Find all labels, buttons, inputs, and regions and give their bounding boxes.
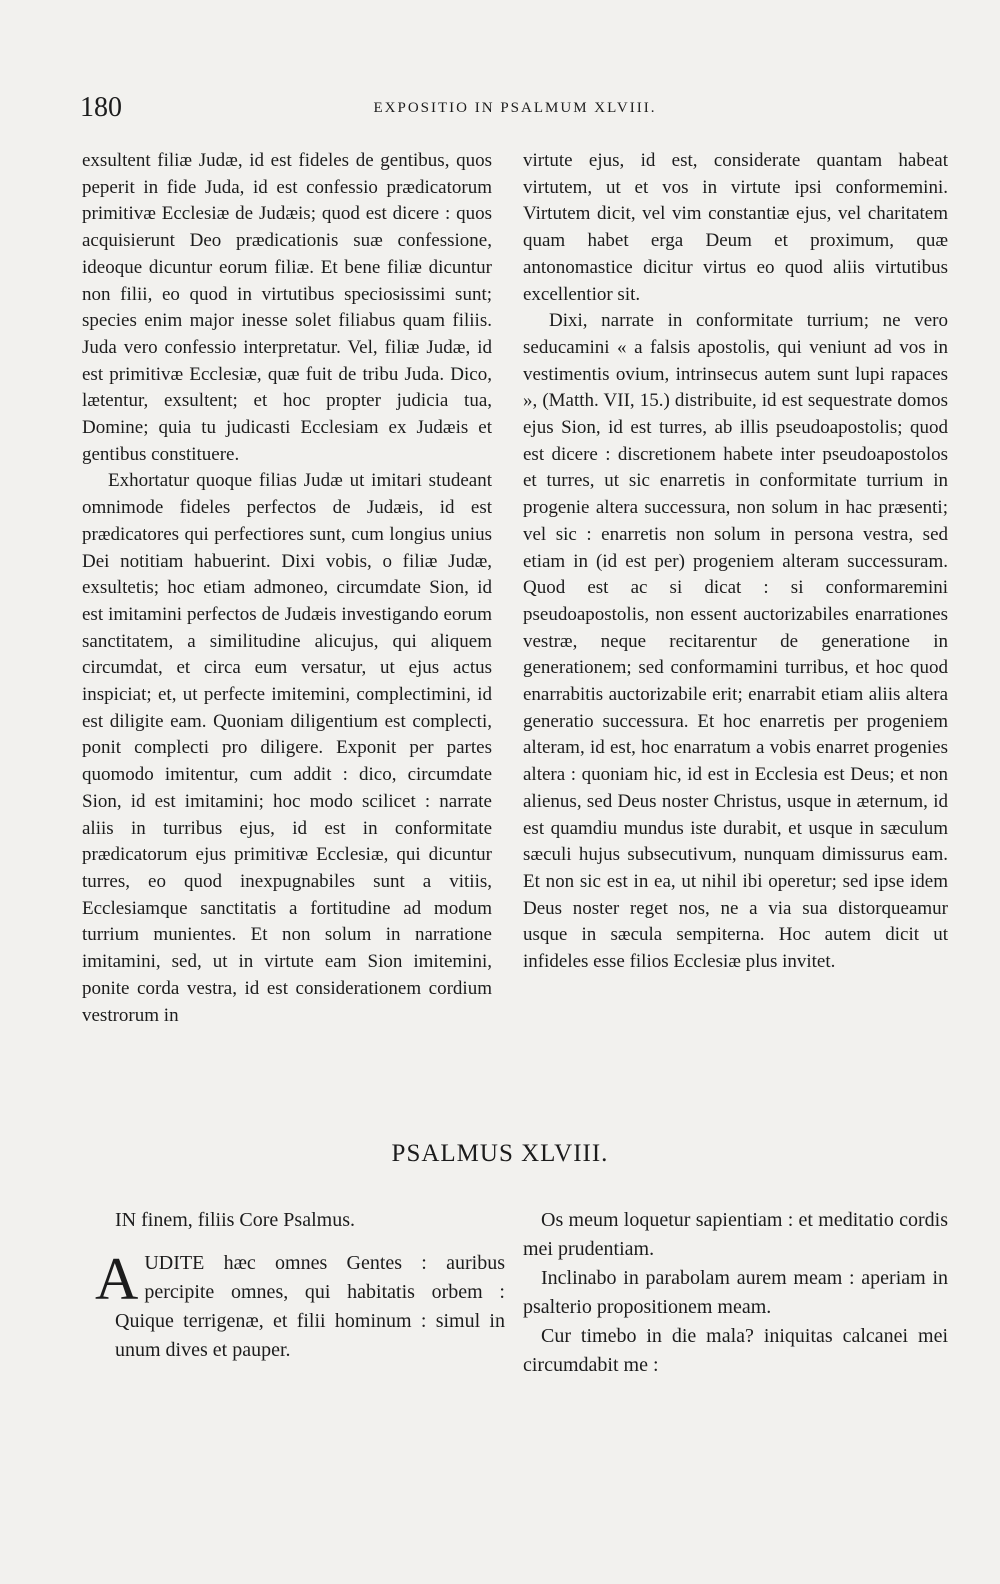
running-header [80, 92, 950, 132]
psalm-text-right [523, 1206, 948, 1380]
psalm-verse: Os meum loquetur sapientiam : et meditatio cordis mei prudentiam. [523, 1209, 948, 1260]
drop-cap: A [95, 1246, 139, 1312]
commentary-paragraph: Exhortatur quoque filias Judæ ut imitari studeant omnimode fideles perfectos de Judæis, id est prædicatores qui perfectiores sunt, cum longius unius Dei notitiam habuerint. Dixi vobis, o filiæ Judæ, exsultetis; hoc etiam admoneo, circumdate Sion, id est imitamini perfectos de Judæis investigando eorum sanctitatem, a similitudine alicujus, qui aliquem circumdat, et circa eum versatur, ut ejus actus inspiciat; et, ut perfecte imitemini, complectimini, id est diligite eam. Quoniam diligentium est complecti, ponit complecti pro diligere. Exponit per partes quomodo imitentur, cum addit : dico, circumdate Sion, id est imitamini; hoc modo scilicet : narrate aliis in turribus ejus, id est in conformitate prædicatorum ejus primitivæ Ecclesiæ, qui dicuntur turres, eo quod inexpugnabiles sunt a vitiis, Ecclesiamque sanctitatis a fortitudine ad modum turrium munientes. Et non solum in narratione imitamini, sed, ut in virtute eam Sion imitemini, ponite corda vestra, id est considerationem cordium vestrorum in [82, 470, 492, 1026]
commentary-right-column [523, 148, 948, 976]
commentary-paragraph: virtute ejus, id est, considerate quantam habeat virtutem, ut et vos in virtute ipsi conformemini. Virtutem dicit, vel vim constantiæ ejus, vel charitatem quam habet erga Deum et proximum, quæ antonomastice dicitur virtus eo quod aliis virtutibus excellentior sit. [523, 150, 948, 305]
psalm-verse [95, 1246, 505, 1365]
psalm-title: PSALMUS XLVIII. [391, 1140, 609, 1167]
psalm-inscription: IN finem, filiis Core Psalmus. [115, 1209, 355, 1231]
psalm-verse: Inclinabo in parabolam aurem meam : aperiam in psalterio propositionem meam. [523, 1267, 948, 1318]
commentary-left-column [82, 148, 492, 1029]
psalm-text-left [95, 1206, 505, 1365]
psalm-verse-text: UDITE hæc omnes Gentes : auribus percipite omnes, qui habitatis orbem : Quique terrigenæ, et filii hominum : simul in unum dives et pauper. [115, 1252, 505, 1361]
psalm-verse: Cur timebo in die mala? iniquitas calcanei mei circumdabit me : [523, 1325, 948, 1376]
commentary-paragraph: Dixi, narrate in conformitate turrium; ne vero seducamini « a falsis apostolis, qui veniunt ad vos in vestimentis ovium, intrinsecus autem sunt lupi rapaces », (Matth. VII, 15.) distribuite, id est sequestrate domos ejus Sion, id est turres, ab illis pseudoapostolis; quod est dicere : discretionem habete inter pseudoapostolos et turres, ut sic enarretis in conformitate turrium in progenie altera successura, non solum in hac præsenti; vel sic : enarretis non solum in persona vestra, sed etiam in (id est per) progeniem alteram successuram. Quod est ac si dicat : si conformaremini pseudoapostolis, non essent auctorizabiles enarrationes vestræ, neque recitarentur de generatione in generationem; sed conformamini turribus, et hoc quod enarrabitis auctorizabile erit; enarrabit etiam aliis altera generatio successura. Et hoc enarretis per progeniem alteram, id est, hoc enarratum a vobis enarret progenies altera : quoniam hic, id est in Ecclesia est Deus; et non alienus, sed Deus noster Christus, usque in æternum, id est quamdiu mundus iste durabit, et usque in sæculum sæculi hujus subsecutivum, nunquam dimissurus eam. Et non sic est in ea, ut nihil ibi operetur; sed ipse idem Deus noster reget nos, ne a via sua distorqueamur usque in sæcula sempiterna. Hoc autem dicit ut infideles esse filios Ecclesiæ plus invitet. [523, 310, 948, 973]
commentary-paragraph: exsultent filiæ Judæ, id est fideles de gentibus, quos peperit in fide Juda, id est confessio prædicatorum primitivæ Ecclesiæ de Judæis; quod est dicere : quos acquisierunt Deo prædicationis suæ confessione, ideoque dicuntur eorum filiæ. Et bene filiæ dicuntur non filii, eo quod in virtutibus speciosissimi sunt; species enim major inesse solet filiabus quam filiis. Juda vero confessio interpretatur. Vel, filiæ Judæ, id est primitivæ Ecclesiæ, quæ fuit de tribu Juda. Dico, lætentur, exsultent; et hoc propter judicia tua, Domine; quia tu judicasti Ecclesiam ex Judæis et gentibus constituere. [82, 150, 492, 465]
running-title: EXPOSITIO IN PSALMUM XLVIII. [373, 100, 657, 116]
page-number: 180 [80, 92, 122, 123]
